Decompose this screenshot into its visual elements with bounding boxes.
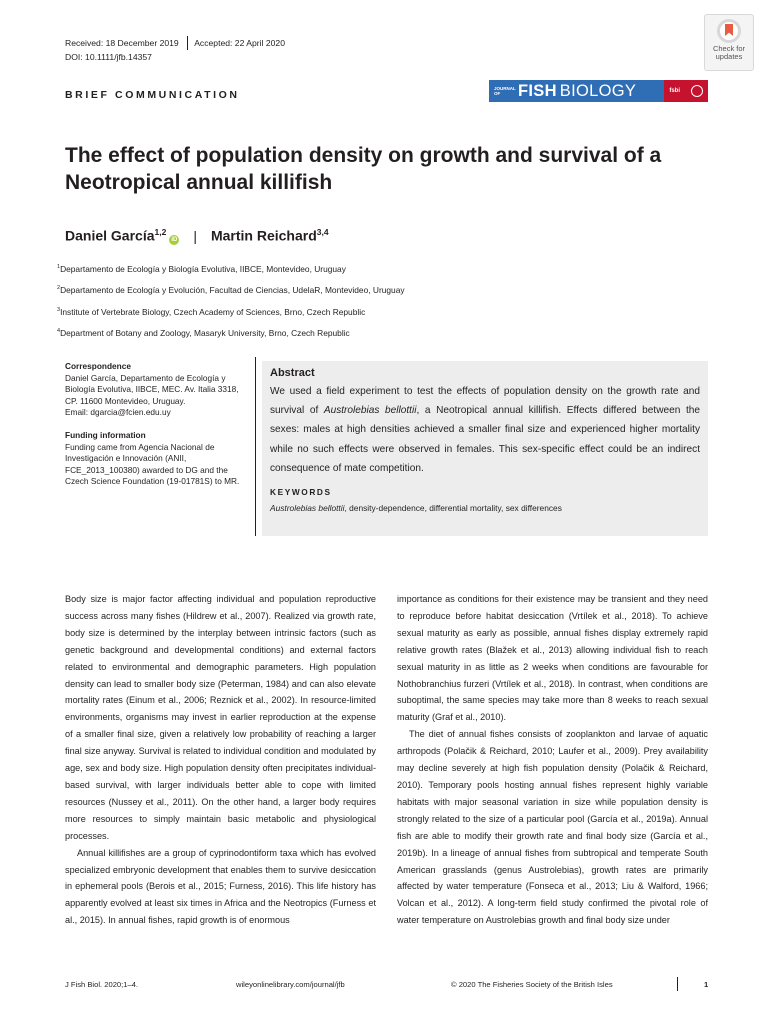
author-separator: | [193, 227, 197, 244]
funding-line: Czech Science Foundation (19-01781S) to MR. [65, 476, 240, 487]
funding-line: Investigación e Innovación (ANII, [65, 453, 187, 464]
affiliation-1: $^1$Departamento de Ecología y Biología Evolutiva, IIBCE, Montevideo, Uruguay [57, 263, 346, 274]
page-number: 1 [704, 980, 709, 989]
article-meta [65, 36, 285, 64]
society-emblem-icon [691, 85, 703, 97]
funding [65, 430, 245, 488]
journal-url[interactable]: wileyonlinelibrary.com/journal/jfb [236, 980, 345, 989]
body-paragraph: importance as conditions for their existence may be transient and they need to reproduce before habitat desiccation (Vrtílek et al., 2018). To achieve sexual maturity as early as possible, annual fishes display extremely rapid relative growth rates (Blažek et al., 2013) allowing individual fish to reach sexual maturity in as little as 2 weeks when conditions are favourable for Nothobranchius furzeri (Vrtílek et al., 2018). In contrast, when conditions are suboptimal, the same species may take more than 8 weeks to reach sexual maturity (Graf et al., 2010). [397, 594, 708, 723]
body-paragraph: Annual killifishes are a group of cyprinodontiform taxa which has evolved specialized embryonic development that enables them to survive desiccation in ephemeral pools (Berois et al., 2015; Furness, 2016). This life history has apparently evolved at least six times in Africa and the Neotropics (Furness et al., 2015). In annual fishes, rapid growth is of enormous [65, 847, 376, 926]
journal-citation: J Fish Biol. 2020;1–4. [65, 980, 139, 989]
body-paragraph: Body size is major factor affecting individual and population reproductive success across many fishes (Hildrew et al., 2007). Realized via growth rate, body size is determined by the interplay between intrinsic factors (such as genetic background and developmental conditions) and external factors related to environmental and demographic parameters. High population density can lead to smaller body size (Peterman, 1984) and can also elevate mortality rates (Einum et al., 2006; Reznick et al., 2002). In resource-limited environments, organisms may invest in earlier reproduction at the expense of a smaller final size, given a relatively low probability of reaching a larger final size anyway. Survival is related to individual condition and modulated by age, sex and body size. High population density often precipitates individual-based survival, with larger individuals better able to cope with limited resources (Nussey et al., 2011). On the other hand, a larger body requires more resources to simply maintain basic metabolic and physiological processes. [65, 594, 376, 841]
footer-divider [677, 977, 678, 991]
accepted-date: Accepted: 22 April 2020 [194, 38, 285, 48]
correspondence-line: Daniel García, Departamento de Ecología y [65, 372, 226, 383]
check-updates-label: Check for updates [712, 44, 746, 61]
society-logo [664, 80, 708, 102]
affiliations [57, 258, 405, 343]
sidebar-divider [255, 357, 256, 536]
orcid-icon[interactable]: iD [171, 236, 178, 243]
dates-row [65, 36, 285, 50]
correspondence-heading: Correspondence [65, 361, 131, 371]
author-2[interactable]: Martin Reichard$^{3,4}$ [210, 227, 329, 244]
author-1[interactable]: Daniel García$^{1,2}$ [65, 227, 167, 244]
funding-line: Funding came from Agencia Nacional de [65, 441, 215, 452]
abstract-panel [262, 361, 708, 536]
dates-divider [187, 36, 189, 50]
society-label: fsbi [669, 88, 680, 94]
journal-of-label: JOURNAL OF [494, 86, 516, 96]
journal-biology-label: BIOLOGY [559, 81, 637, 100]
funding-line: FCE_2013_100380) awarded to DG and the [65, 464, 228, 475]
copyright: © 2020 The Fisheries Society of the British Isles [451, 980, 613, 989]
check-for-updates-button[interactable] [704, 14, 754, 71]
correspondence-line: Biología Evolutiva, IIBCE, MEC. Av. Italia 3318, [65, 384, 239, 395]
page-footer [0, 977, 768, 993]
funding-heading: Funding information [65, 429, 146, 440]
abstract-text: We used a field experiment to test the effects of population density on the growth rate and survival of Austrolebias bellottii, a Neotropical annual killifish. Effects differed between the sexes: males at high densities achieved a smaller final size and experienced higher mortality while no such effects were observed in females. This sex-specific effect could be an indirect consequence of mate competition. [270, 386, 700, 474]
keywords-list: Austrolebias bellottii, density-dependence, differential mortality, sex differences [270, 503, 562, 514]
journal-fish-label: FISH [518, 81, 557, 100]
author-list [65, 227, 329, 245]
body-column-left [65, 591, 376, 929]
journal-logo [489, 80, 708, 102]
correspondence-email[interactable]: Email: dgarcia@fcien.edu.uy [65, 407, 171, 418]
article-title: The effect of population density on growth and survival of a Neotropical annual killifish [65, 144, 662, 194]
abstract-heading: Abstract [270, 367, 315, 379]
article-sidebar [65, 361, 245, 499]
received-date: Received: 18 December 2019 [65, 38, 179, 48]
correspondence-line: CP. 11600 Montevideo, Uruguay. [65, 395, 186, 406]
keywords-heading: KEYWORDS [270, 487, 332, 498]
affiliation-3: $^3$Institute of Vertebrate Biology, Czech Academy of Sciences, Brno, Czech Republic [57, 306, 366, 317]
body-paragraph: The diet of annual fishes consists of zooplankton and larvae of aquatic arthropods (Polačik & Reichard, 2010; Laufer et al., 2009). Prey availability may decline severely at high fish population density (Polačik & Reichard, 2010). Temporary pools hosting annual fishes represent highly variable habitats with major seasonal variation in size while population density is strongly related to the size of a particular pool (García et al., 2019a). Annual fish are able to modify their growth rate and final body size (García et al., 2019b). In a lineage of annual fishes from subtropical and temperate South American grasslands (genus Austrolebias), growth rates are primarily affected by water temperature (Fonseca et al., 2013; Liu & Walford, 1966; Volcan et al., 2012). A long-term field study confirmed the pivotal role of water temperature on Austrolebias growth and final body size under [397, 729, 708, 926]
correspondence [65, 361, 245, 419]
article-type: BRIEF COMMUNICATION [65, 89, 240, 101]
body-column-right [397, 591, 708, 929]
affiliation-2: $^2$Departamento de Ecología y Evolución, Facultad de Ciencias, UdelaR, Montevideo, Uruguay [57, 285, 405, 296]
affiliation-4: $^4$Department of Botany and Zoology, Masaryk University, Brno, Czech Republic [57, 327, 350, 338]
bookmark-icon [717, 19, 741, 43]
doi[interactable]: DOI: 10.1111/jfb.14357 [65, 52, 152, 62]
